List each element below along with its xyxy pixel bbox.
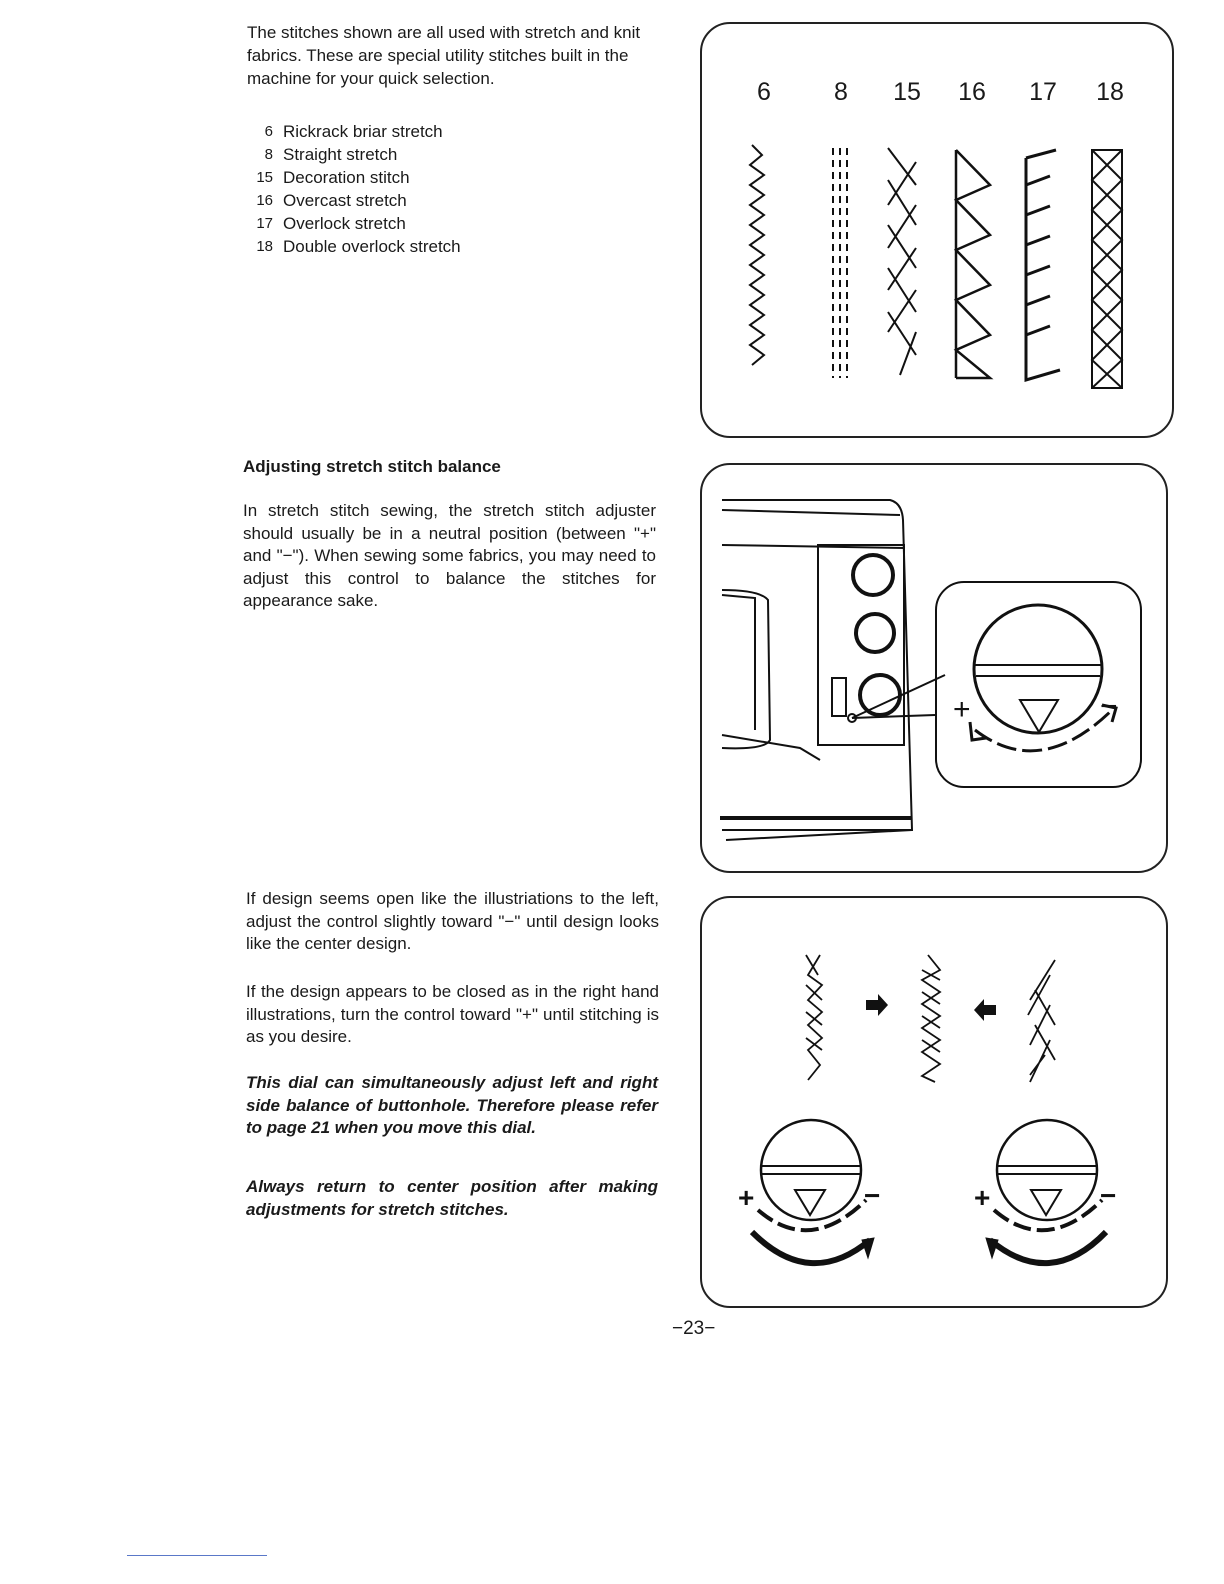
stitch-name: Overcast stretch [283,191,407,210]
paragraph-neutral: In stretch stitch sewing, the stretch stitch adjuster should usually be in a neutral position (between "+" and "−"). When sewing some fabrics, you may need to adjust this control to balance the stitches for appearance sake. [243,501,656,610]
arrow-left-icon [974,999,996,1021]
minus-sign: − [1100,690,1118,723]
paragraph-closed-design: If the design appears to be closed as in the right hand illustrations, turn the control toward "+" until stitching is as you desire. [246,982,659,1046]
intro-text: The stitches shown are all used with stretch and knit fabrics. These are special utility stitches built in the machine for your quick selection. [247,23,641,88]
note-return-center: Always return to center position after making adjustments for stretch stitches. [246,1177,658,1219]
stitch-number: 15 [256,169,273,186]
stitch-number: 6 [264,123,273,140]
stitch-number: 18 [256,238,273,255]
arrow-right-icon [866,994,888,1016]
paragraph-open-design: If design seems open like the illustriations to the left, adjust the control slightly toward "−" until design looks like the center design. [246,889,659,953]
stitch-number: 17 [256,215,273,232]
stitch-label: 6 [757,78,771,106]
open-design-stitch-icon [808,955,822,1080]
stitch-label: 17 [1029,78,1057,106]
section-heading: Adjusting stretch stitch balance [243,457,501,476]
stitch-number: 8 [264,146,273,163]
plus-sign: + [953,693,971,726]
scan-artifact-line [127,1555,267,1556]
minus-sign-right: − [1100,1180,1117,1211]
note-buttonhole: This dial can simultaneously adjust left and right side balance of buttonhole. Therefore please refer to page 21 when you move this dial. [246,1073,658,1137]
stitch-label: 16 [958,78,986,106]
minus-sign-left: − [864,1180,881,1211]
stitch-name: Straight stretch [283,145,398,164]
stitch-name: Overlock stretch [283,214,406,233]
turn-toward-minus-arrow-icon [752,1232,870,1263]
stitch-label: 15 [893,78,921,106]
page-number: −23− [672,1318,716,1339]
closed-design-stitch-icon [1028,960,1055,1082]
stitch-name: Decoration stitch [283,168,410,187]
stitch-label: 8 [834,78,848,106]
dial-left [761,1120,861,1220]
stitch-name: Double overlock stretch [283,237,461,256]
plus-sign-right: + [974,1182,991,1213]
stitch-name: Rickrack briar stretch [283,122,443,141]
turn-toward-plus-arrow-icon [990,1232,1106,1263]
dial-right [997,1120,1097,1220]
stitch-label: 18 [1096,78,1124,106]
plus-sign-left: + [738,1182,755,1213]
stitch-number: 16 [256,192,273,209]
